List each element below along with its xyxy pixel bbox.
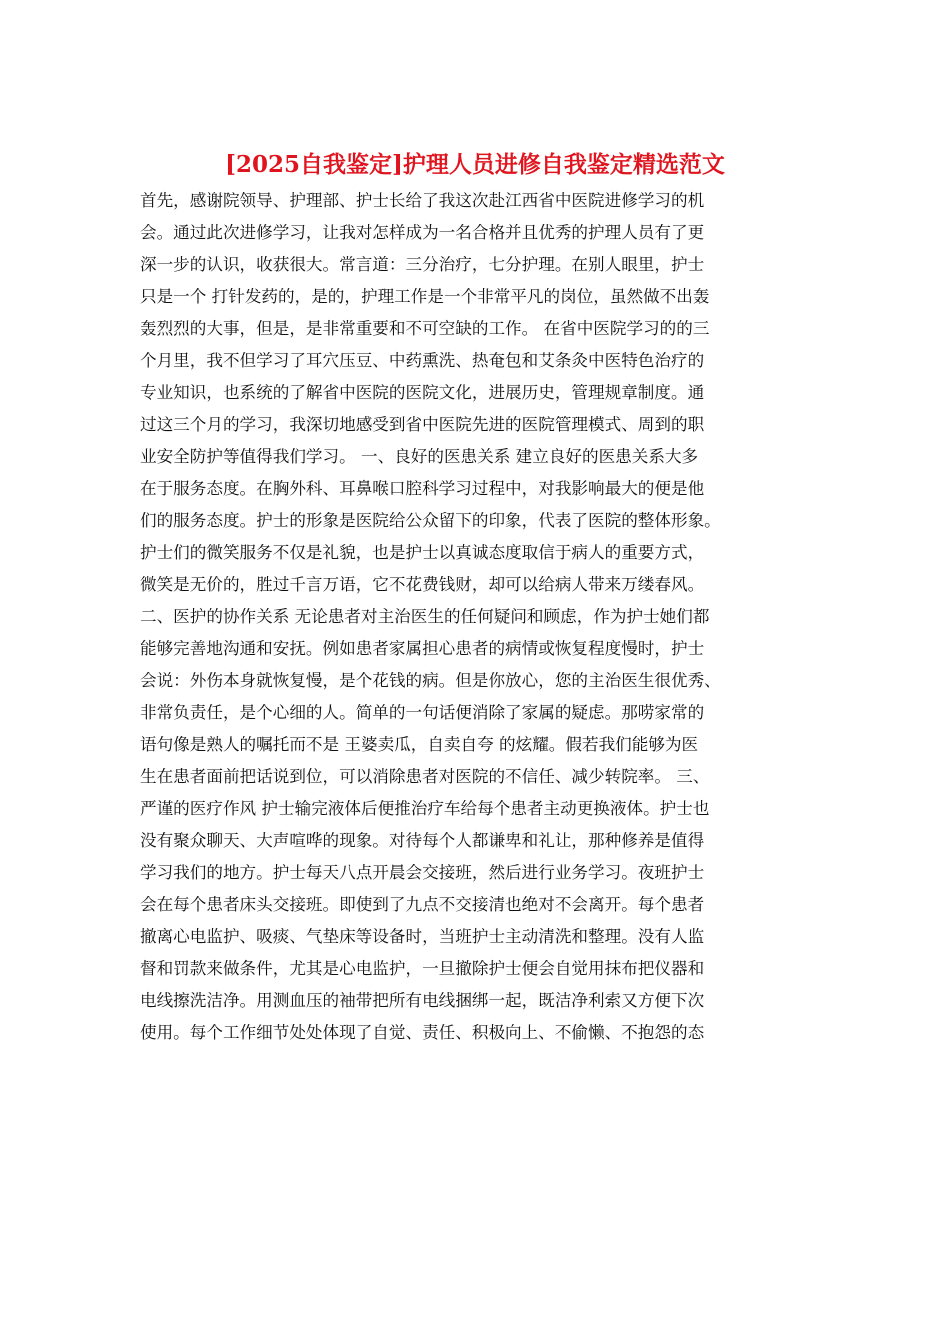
- body-line: 只是一个 打针发药的，是的，护理工作是一个非常平凡的岗位，虽然做不出轰: [140, 287, 710, 306]
- body-line: 过这三个月的学习，我深切地感受到省中医院先进的医院管理模式、周到的职: [140, 415, 705, 434]
- body-line: 学习我们的地方。护士每天八点开晨会交接班，然后进行业务学习。夜班护士: [140, 863, 705, 882]
- body-line: 非常负责任，是个心细的人。简单的一句话便消除了家属的疑虑。那唠家常的: [140, 703, 705, 722]
- body-line: 电线擦洗洁净。用测血压的袖带把所有电线捆绑一起，既洁净利索又方便下次: [140, 991, 705, 1010]
- body-line: 会在每个患者床头交接班。即使到了九点不交接清也绝对不会离开。每个患者: [140, 895, 705, 914]
- body-line: 严谨的医疗作风 护士输完液体后便推治疗车给每个患者主动更换液体。护士也: [140, 799, 710, 818]
- body-line: 微笑是无价的，胜过千言万语，它不花费钱财，却可以给病人带来万缕春风。: [140, 575, 705, 594]
- body-line: 会。通过此次进修学习，让我对怎样成为一名合格并且优秀的护理人员有了更: [140, 223, 705, 242]
- body-line: 首先，感谢院领导、护理部、护士长给了我这次赴江西省中医院进修学习的机: [140, 191, 705, 210]
- body-line: 生在患者面前把话说到位，可以消除患者对医院的不信任、减少转院率。 三、: [140, 767, 710, 786]
- body-line: 们的服务态度。护士的形象是医院给公众留下的印象，代表了医院的整体形象。: [140, 511, 721, 530]
- body-line: 轰烈烈的大事，但是，是非常重要和不可空缺的工作。 在省中医院学习的的三: [140, 319, 710, 338]
- body-line: 使用。每个工作细节处处体现了自觉、责任、积极向上、不偷懒、不抱怨的态: [140, 1023, 705, 1042]
- body-line: 督和罚款来做条件，尤其是心电监护，一旦撤除护士便会自觉用抹布把仪器和: [140, 959, 705, 978]
- body-line: 会说：外伤本身就恢复慢，是个花钱的病。但是你放心，您的主治医生很优秀、: [140, 671, 721, 690]
- body-line: 专业知识，也系统的了解省中医院的医院文化，进展历史，管理规章制度。通: [140, 383, 705, 402]
- body-line: 个月里，我不但学习了耳穴压豆、中药熏洗、热奄包和艾条灸中医特色治疗的: [140, 351, 705, 370]
- body-line: 二、医护的协作关系 无论患者对主治医生的任何疑问和顾虑，作为护士她们都: [140, 607, 710, 626]
- body-line: 语句像是熟人的嘱托而不是 王婆卖瓜，自卖自夸 的炫耀。假若我们能够为医: [140, 735, 699, 754]
- body-line: 业安全防护等值得我们学习。 一、良好的医患关系 建立良好的医患关系大多: [140, 447, 699, 466]
- document-title: [2025自我鉴定]护理人员进修自我鉴定精选范文: [225, 151, 725, 178]
- body-line: 深一步的认识，收获很大。常言道：三分治疗，七分护理。在别人眼里，护士: [140, 255, 705, 274]
- document-body: [140, 185, 812, 1049]
- body-line: 没有聚众聊天、大声喧哗的现象。对待每个人都谦卑和礼让，那种修养是值得: [140, 831, 705, 850]
- body-line: 在于服务态度。在胸外科、耳鼻喉口腔科学习过程中，对我影响最大的便是他: [140, 479, 705, 498]
- body-line: 护士们的微笑服务不仅是礼貌，也是护士以真诚态度取信于病人的重要方式，: [140, 543, 705, 562]
- body-line: 撤离心电监护、吸痰、气垫床等设备时，当班护士主动清洗和整理。没有人监: [140, 927, 705, 946]
- body-line: 能够完善地沟通和安抚。例如患者家属担心患者的病情或恢复程度慢时，护士: [140, 639, 705, 658]
